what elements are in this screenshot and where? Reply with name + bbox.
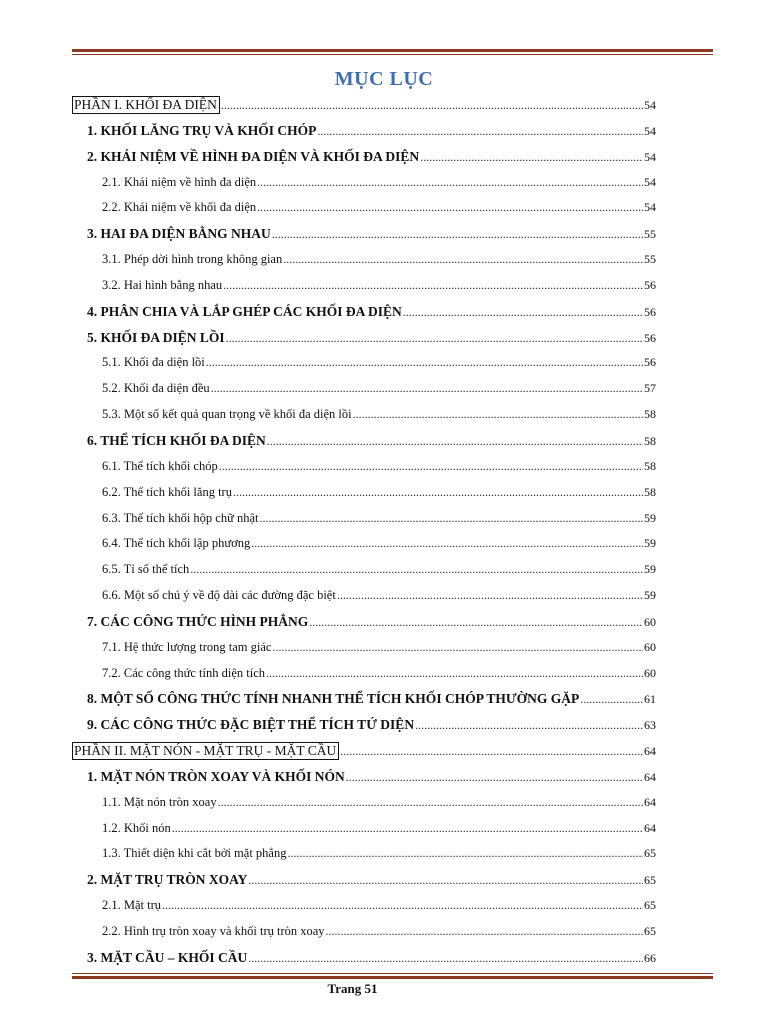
toc-page-number: 57 [644, 381, 656, 396]
toc-page-number: 65 [644, 873, 656, 888]
toc-entry-title: 9. CÁC CÔNG THỨC ĐẶC BIỆT THỂ TÍCH TỨ DIỆN [87, 717, 415, 733]
toc-entry-title: 6.5. Tỉ số thể tích [102, 562, 190, 577]
dot-leader [190, 557, 643, 583]
toc-entry-title: 2. KHÁI NIỆM VỀ HÌNH ĐA DIỆN VÀ KHỐI ĐA DIỆN [87, 148, 420, 164]
toc-entry[interactable] [72, 480, 656, 506]
toc-entry[interactable] [72, 92, 656, 118]
toc-entry-title [72, 92, 220, 118]
toc-page-number: 64 [644, 744, 656, 759]
toc-entry-title: 2.1. Mặt trụ [102, 898, 162, 913]
toc-entry[interactable] [72, 195, 656, 221]
toc-page-number: 64 [644, 794, 656, 809]
toc-page-number: 54 [644, 98, 656, 112]
dot-leader [415, 713, 643, 739]
toc-entry-title: 3.2. Hai hình bằng nhau [102, 277, 223, 292]
toc-entry[interactable] [72, 686, 656, 712]
toc-entry[interactable] [72, 428, 656, 454]
toc-entry-title: 3. HAI ĐA DIỆN BẰNG NHAU [87, 226, 271, 242]
toc-page-number: 58 [644, 458, 656, 473]
toc-entry[interactable] [72, 712, 656, 738]
toc-entry-title: 6.4. Thể tích khối lập phương [102, 536, 251, 551]
dot-leader [260, 506, 643, 532]
toc-entry-title: 5.1. Khối đa diện lồi [102, 355, 205, 370]
toc-page-number: 56 [644, 355, 656, 370]
toc-entry[interactable] [72, 325, 656, 351]
dot-leader [221, 93, 643, 119]
toc-page-number: 66 [644, 950, 656, 965]
toc-page-number: 59 [644, 510, 656, 525]
toc-entry-title: 5.2. Khối đa diện đều [102, 381, 210, 396]
dot-leader [218, 790, 643, 816]
toc-page-number: 61 [644, 692, 656, 707]
dot-leader [272, 635, 643, 661]
toc-entry-title: 6.1. Thể tích khối chóp [102, 458, 218, 473]
toc-page-number: 59 [644, 562, 656, 577]
dot-leader [326, 919, 643, 945]
dot-leader [340, 739, 643, 765]
toc-page-number: 56 [644, 277, 656, 292]
dot-leader [309, 610, 643, 636]
toc-page-number: 63 [644, 718, 656, 733]
dot-leader [233, 480, 643, 506]
toc-page-number: 56 [644, 304, 656, 319]
toc-entry[interactable] [72, 531, 656, 557]
toc-entry-title: 6.3. Thể tích khối hộp chữ nhật [102, 510, 259, 525]
toc-page-number: 59 [644, 536, 656, 551]
toc-entry[interactable] [72, 557, 656, 583]
dot-leader [162, 893, 643, 919]
toc-entry-title: 1.3. Thiết diện khi cắt bởi mặt phẳng [102, 846, 287, 861]
toc-page-number: 54 [644, 174, 656, 189]
toc-entry-title: 4. PHÂN CHIA VÀ LẮP GHÉP CÁC KHỐI ĐA DIỆN [87, 303, 402, 319]
dot-leader [287, 841, 643, 867]
dot-leader [251, 531, 643, 557]
dot-leader [337, 583, 643, 609]
toc-page-number: 60 [644, 639, 656, 654]
toc-entry[interactable] [72, 454, 656, 480]
toc-entry[interactable] [72, 816, 656, 842]
toc-entry[interactable] [72, 273, 656, 299]
toc-entry[interactable] [72, 790, 656, 816]
dot-leader [257, 195, 643, 221]
bottom-divider [72, 973, 713, 979]
toc-entry[interactable] [72, 144, 656, 170]
toc-page-number: 55 [644, 227, 656, 242]
toc-entry[interactable] [72, 841, 656, 867]
dot-leader [580, 687, 643, 713]
toc-entry[interactable] [72, 221, 656, 247]
toc-entry-title: 7. CÁC CÔNG THỨC HÌNH PHẲNG [87, 613, 309, 629]
toc-page-number: 65 [644, 924, 656, 938]
toc-entry-title: 6.6. Một số chú ý về độ dài các đường đặc biệt [102, 588, 336, 603]
top-divider [72, 49, 713, 55]
dot-leader [267, 429, 643, 455]
toc-page-number: 59 [644, 588, 656, 603]
toc-entry[interactable] [72, 299, 656, 325]
toc-entry[interactable] [72, 170, 656, 196]
toc-page-number: 65 [644, 846, 656, 861]
toc-page-number: 54 [644, 200, 656, 215]
toc-entry-title: 5. KHỐI ĐA DIỆN LỒI [87, 329, 225, 345]
dot-leader [248, 868, 643, 894]
toc-entry-title: 1. KHỐI LĂNG TRỤ VÀ KHỐI CHÓP [87, 122, 317, 138]
toc-entry-title: 6.2. Thể tích khối lăng trụ [102, 484, 232, 499]
toc-page-number: 60 [644, 665, 656, 680]
dot-leader [211, 376, 643, 402]
toc-entry-title: 5.3. Một số kết quả quan trọng về khối đa diện lồi [102, 407, 352, 422]
toc-entry-title: 2.2. Hình trụ tròn xoay và khối trụ tròn xoay [102, 924, 325, 938]
toc-entry-title: 7.2. Các công thức tính diện tích [102, 665, 265, 680]
toc-entry[interactable] [72, 945, 656, 971]
toc-entry[interactable] [72, 867, 656, 893]
toc-entry-title [72, 738, 339, 764]
toc-entry[interactable] [72, 350, 656, 376]
dot-leader [248, 946, 643, 972]
toc-page-number: 64 [644, 820, 656, 835]
dot-leader [172, 816, 643, 842]
toc-page-number: 54 [644, 149, 656, 164]
toc-entry-title: 1. MẶT NÓN TRÒN XOAY VÀ KHỐI NÓN [87, 768, 345, 784]
dot-leader [223, 273, 643, 299]
dot-leader [226, 326, 643, 352]
dot-leader [283, 247, 643, 273]
toc-entry[interactable] [72, 893, 656, 919]
toc-page-number: 58 [644, 407, 656, 422]
toc-entry[interactable] [72, 506, 656, 532]
toc-entry[interactable] [72, 247, 656, 273]
toc-entry[interactable] [72, 738, 656, 764]
table-of-contents [72, 92, 656, 971]
toc-entry-title: 2.2. Khái niệm về khối đa diện [102, 200, 257, 215]
toc-page-number: 56 [644, 330, 656, 345]
dot-leader [257, 170, 643, 196]
toc-page-number: 54 [644, 123, 656, 138]
toc-entry[interactable] [72, 764, 656, 790]
toc-page-number: 65 [644, 898, 656, 913]
toc-page-number: 60 [644, 614, 656, 629]
dot-leader [420, 145, 643, 171]
toc-entry-title: 8. MỘT SỐ CÔNG THỨC TÍNH NHANH THỂ TÍCH KHỐI CHÓP THƯỜNG GẶP [87, 691, 580, 707]
toc-entry[interactable] [72, 635, 656, 661]
toc-entry[interactable] [72, 583, 656, 609]
toc-entry-title: 6. THỂ TÍCH KHỐI ĐA DIỆN [87, 432, 266, 448]
toc-entry-title: 7.1. Hệ thức lượng trong tam giác [102, 639, 272, 654]
dot-leader [403, 300, 643, 326]
page-footer: Trang 51 [327, 981, 378, 996]
toc-page-number: 58 [644, 433, 656, 448]
dot-leader [272, 222, 643, 248]
dot-leader [266, 661, 643, 687]
toc-entry-title: 1.1. Mặt nón tròn xoay [102, 794, 217, 809]
toc-entry[interactable] [72, 376, 656, 402]
toc-page-number: 55 [644, 252, 656, 267]
page-title: MỤC LỤC [334, 68, 434, 90]
toc-entry[interactable] [72, 919, 656, 945]
part-heading-box: PHẦN II. MẶT NÓN - MẶT TRỤ - MẶT CẦU [72, 742, 339, 760]
dot-leader [346, 765, 643, 791]
toc-entry-title: 2.1. Khái niệm về hình đa diện [102, 174, 257, 189]
toc-entry[interactable] [72, 609, 656, 635]
toc-entry-title: 3.1. Phép dời hình trong không gian [102, 252, 283, 267]
toc-entry[interactable] [72, 661, 656, 687]
dot-leader [317, 119, 643, 145]
toc-entry-title: 3. MẶT CẦU – KHỐI CẦU [87, 949, 248, 965]
toc-entry[interactable] [72, 402, 656, 428]
toc-entry-title: 1.2. Khối nón [102, 820, 171, 835]
toc-page-number: 64 [644, 769, 656, 784]
dot-leader [219, 454, 643, 480]
part-heading-box: PHẦN I. KHỐI ĐA DIỆN [72, 96, 220, 114]
toc-page-number: 58 [644, 484, 656, 499]
dot-leader [206, 350, 643, 376]
toc-entry[interactable] [72, 118, 656, 144]
dot-leader [353, 402, 643, 428]
toc-entry-title: 2. MẶT TRỤ TRÒN XOAY [87, 872, 248, 888]
